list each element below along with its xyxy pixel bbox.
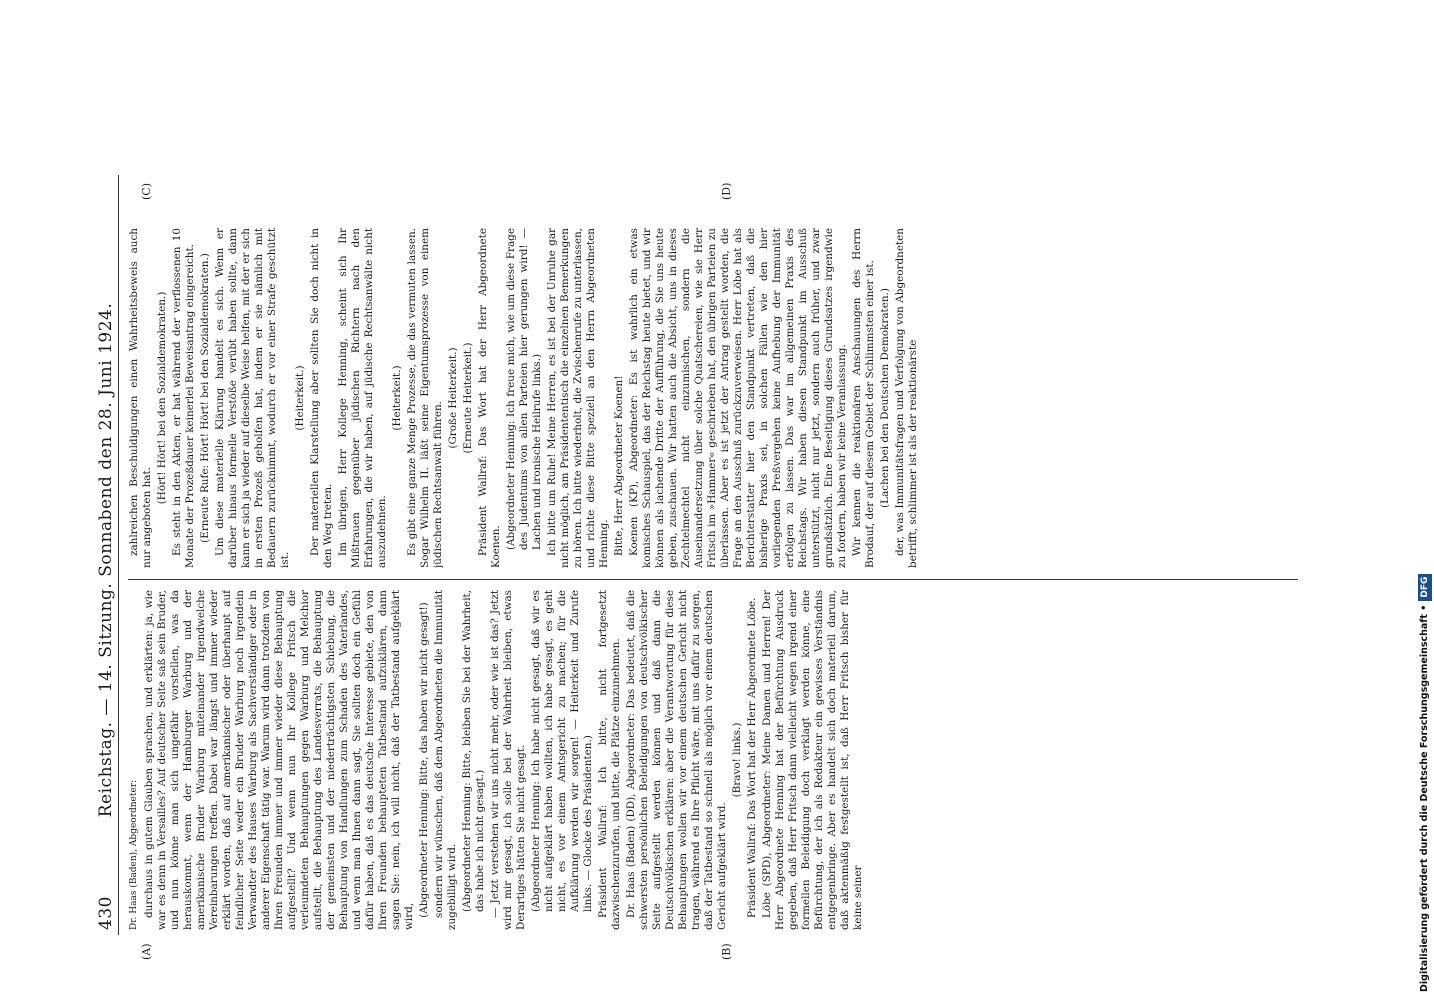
paragraph: Dr. Haas (Baden) (DD), Abgeordneter: Das bedeutet, daß die schwersten persönlichen Beleidigungen von deutschvölkischer Seite aufgestellt werden können und daß dann die Deutschvölkischen erklären: aber die Verantwortung für diese Behauptungen wollen wir vor einem deutschen Gericht nicht tragen, während es Ihre Pflicht wäre, mit uns dafür zu sorgen, daß der Tatbestand so schnell als möglich vor einem deutschen Gericht aufgeklärt wird. xyxy=(625,590,728,930)
right-column xyxy=(128,228,1418,568)
paragraph: Präsident Wallraf: Ich bitte, nicht fortgesetzt dazwischenzurufen, und bitte, die Plätze einzunehmen. xyxy=(597,590,622,930)
page-number: 430 xyxy=(96,896,116,930)
running-header xyxy=(96,190,124,930)
interjection: (Heiterkeit.) xyxy=(294,365,306,431)
interjection: (Hört! Hört! bei den Sozialdemokraten.) xyxy=(156,291,168,505)
margin-marker-b: (B) xyxy=(720,943,733,960)
paragraph: Bitte, Herr Abgeordneter Koenen! xyxy=(613,375,625,556)
paragraph: — Jetzt verstehen wir uns nicht mehr, oder wie ist das? Jetzt wird mir gesagt, ich solle bei der Wahrheit bleiben, etwas Derartiges hätten Sie nicht gesagt. xyxy=(489,590,527,930)
column-rule xyxy=(128,579,1298,580)
interjection: (Lachen bei den Deutschen Demokraten.) xyxy=(879,288,891,508)
paragraph: durchaus in gutem Glauben sprachen, und erklärten: ja, wie war es denn in Versailles? Auf deutscher Seite saß sein Bruder, und nun könne man sich ungefähr vorstellen, was da herauskommt, wenn der Hamburger Warburg und der amerikanische Bruder Warburg miteinander irgendwelche Vereinbarungen treffen. Dabei war längst und immer wieder erklärt worden, daß auf amerikanischer oder überhaupt auf feindlicher Seite weder ein Bruder Warburg noch irgendein Verwandter des Hauses Warburg als Sachverständiger oder in anderer Eigenschaft tätig war. Warum wird dann trotzdem von Ihren Freunden immer und immer wieder diese Behauptung aufgestellt? Und wenn nun Ihr Kollege Fritsch die verleumdeten Behauptungen gegen Warburg und Melchior aufstellt, die Behauptung des Landesverrats, die Behauptung der gemeinsten und der niederträchtigsten Schiebung, die Behauptung von Handlungen zum Schaden des Vaterlandes, und wenn man Ihnen dann sagt, Sie sollten doch ein Gefühl dafür haben, daß es das deutsche Interesse gebiete, den von Ihren Freunden behaupteten Tatbestand aufzuklären, dann sagen Sie: nein, ich will nicht, daß der Tatbestand aufgeklärt wird, xyxy=(143,590,415,930)
paragraph: Ich bitte um Ruhe! Meine Herren, es ist bei der Unruhe gar nicht möglich, am Präsidententisch die einzelnen Bemerkungen zu hören. Ich bitte wiederholt, die Zwischenrufe zu unterlassen, und richte diese Bitte speziell an den Herrn Abgeordneten Henning. xyxy=(546,228,610,568)
paragraph: Koenen (KP), Abgeordneter: Es ist wahrlich ein etwas komisches Schauspiel, das der Reichstag heute bietet, und wir können als lachende Dritte der Aufführung, die Sie uns heute geben, zuschauen. Wir hatten auch die Absicht, uns in dieses Zechtelmechtel nicht einzumischen, sondern die Auseinandersetzung über solche Quatschereien, wie sie Herr Fritsch im »Hammer« geschrieben hat, den übrigen Parteien zu überlassen. Aber es ist jetzt der Antrag gestellt worden, die Frage an den Ausschuß zurückzuverweisen. Herr Löbe hat als Berichterstatter hier den Standpunkt vertreten, daß die bisherige Praxis sei, in solchen Fällen wie den hier vorliegenden Preßvergehen keine Aufhebung der Immunität erfolgen zu lassen. Das war im allgemeinen Praxis des Reichstags. Wir haben diesen Standpunkt im Ausschuß unterstützt, nicht nur jetzt, sondern auch früher, und zwar grundsätzlich. Eine Beseitigung dieses Grundsatzes irgendwie zu fordern, haben wir keine Veranlassung. xyxy=(628,228,848,568)
margin-marker-a: (A) xyxy=(140,943,153,960)
paragraph: Wir kennen die reaktionären Anschauungen des Herrn Brodauf, der auf diesem Gebiet der Schlimmsten einer ist. xyxy=(851,228,876,568)
paragraph: Im übrigen, Herr Kollege Henning, scheint sich Ihr Mißtrauen gegenüber jüdischen Richtern nach den Erfahrungen, die wir haben, auf jüdische Rechtsanwälte nicht auszudehnen. xyxy=(337,228,388,568)
margin-marker-c: (C) xyxy=(140,183,153,200)
digitization-credit xyxy=(1415,8,1434,992)
header-rule xyxy=(118,175,119,935)
margin-marker-d: (D) xyxy=(720,182,733,200)
paragraph: Um diese materielle Klärung handelt es sich. Wenn er darüber hinaus formelle Verstöße verübt haben sollte, dann kann er sich ja wieder auf dieselbe Weise helfen, mit der er sich in ersten Prozeß geholfen hat, indem er sie nämlich mit Bedauern zurücknimmt, wodurch er vor einer Strafe geschützt ist. xyxy=(214,228,291,568)
interjection: (Heiterkeit.) xyxy=(391,365,403,431)
paragraph: Es gibt eine ganze Menge Prozesse, die das vermuten lassen. Sogar Wilhelm II. läßt seine Eigentumsprozesse von einem jüdischen Rechtsanwalt führen. xyxy=(406,228,444,568)
paragraph: (Abgeordneter Henning: Ich habe nicht gesagt, daß wir es nicht aufgeklärt haben wollten, ich habe gesagt, es geht nicht, es vor einem Amtsgericht zu machen; für die Aufklärung werden wir sorgen! — Heiterkeit und Zurufe links. — Glocke des Präsidenten.) xyxy=(530,590,594,912)
running-title: Reichstag. — 14. Sitzung. Sonnabend den 28. Juni 1924. xyxy=(96,302,116,818)
paragraph: sondern wir wünschen, daß dem Abgeordneten die Immunität zugebilligt wird. xyxy=(433,590,458,930)
interjection: (Bravo! links.) xyxy=(731,722,743,798)
interjection: (Erneute Heiterkeit.) xyxy=(462,342,474,454)
paragraph: Präsident Wallraf: Das Wort hat der Herr Abgeordnete Löbe. xyxy=(746,597,758,918)
speaker-head: Dr. Haas (Baden), Abgeordneter: xyxy=(129,779,139,930)
interjection: (Große Heiterkeit.) xyxy=(447,347,459,449)
paragraph: der, was Immunitätsfragen und Verfolgung von Abgeordneten betrifft, schlimmer ist als der reaktionärste xyxy=(894,228,919,568)
rotated-document-page xyxy=(0,120,1434,1000)
paragraph: Löbe (SPD), Abgeordneter: Meine Damen und Herren! Der Herr Abgeordnete Henning hat der Befürchtung Ausdruck gegeben, daß Herr Fritsch dann vielleicht wegen irgend einer formellen Beleidigung doch verklagt werden könne, eine Befürchtung, der ich als Redakteur ein gewisses Verständnis entgegenbringe. Aber es handelt sich doch materiell darum, daß aktenmäßig festgestellt ist, daß Herr Fritsch bisher für keine seiner xyxy=(761,590,864,930)
interjection: (Abgeordneter Henning: Bitte, das haben wir nicht gesagt!) xyxy=(418,602,430,918)
paragraph: (Abgeordneter Henning: Ich freue mich, wie um diese Frage des Judentums von allen Parteien hier gerungen wird! — Lachen und ironische Heilrufe links.) xyxy=(505,228,543,550)
paragraph: (Abgeordneter Henning: Bitte, bleiben Sie bei der Wahrheit, das habe ich nicht gesagt.) xyxy=(461,590,486,912)
paragraph: Präsident Wallraf: Das Wort hat der Herr Abgeordnete Koenen. xyxy=(477,228,502,568)
paragraph: Es steht in den Akten, er hat während der verflossenen 10 Monate der Prozeßdauer keinerlei Beweisantrag eingereicht. xyxy=(171,228,196,568)
paragraph: zahlreichen Beschuldigungen einen Wahrheitsbeweis auch nur angeboten hat. xyxy=(128,228,153,568)
left-column xyxy=(128,590,1418,930)
paragraph: Der materiellen Klarstellung aber sollten Sie doch nicht in den Weg treten. xyxy=(309,228,334,568)
credit-text: Digitalisierung gefördert durch die Deutsche Forschungsgemeinschaft • xyxy=(1419,604,1430,992)
interjection: (Erneute Rufe: Hört! Hört! bei den Sozialdemokraten.) xyxy=(199,253,211,543)
dfg-logo: DFG xyxy=(1418,574,1432,601)
